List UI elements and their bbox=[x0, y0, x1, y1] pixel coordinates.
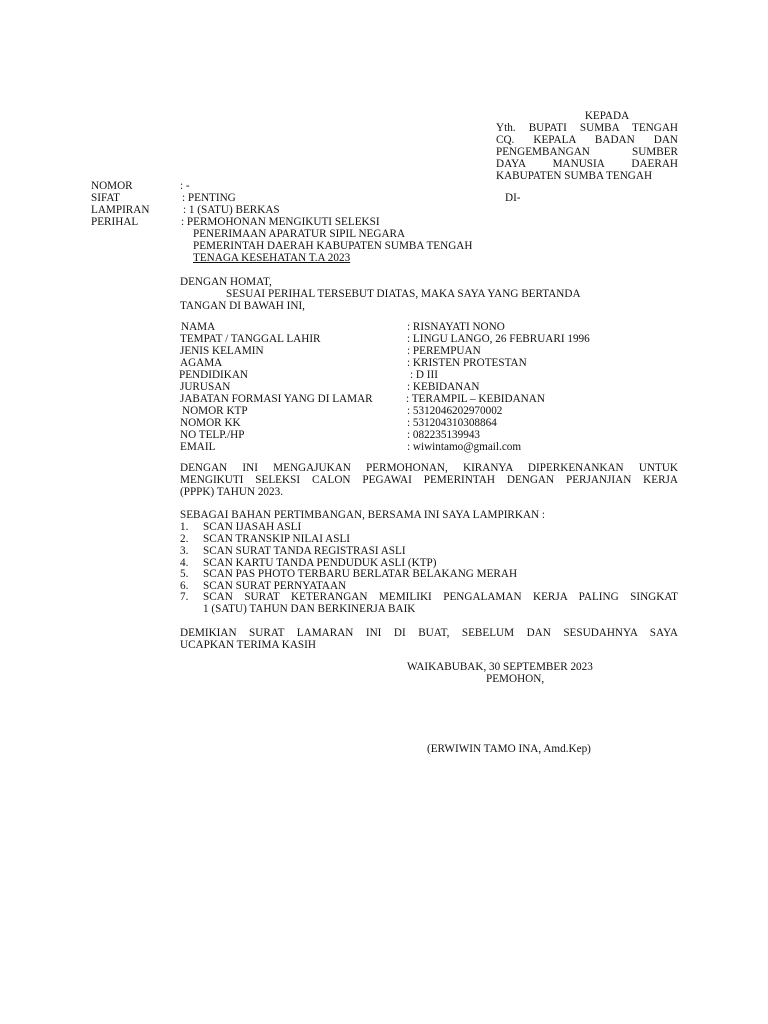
attachment-number: 3. bbox=[180, 545, 189, 557]
nomor-label: NOMOR bbox=[91, 180, 133, 192]
addressee-line: DAYA MANUSIA DAERAH bbox=[496, 158, 678, 170]
lampiran-value: : 1 (SATU) BERKAS bbox=[183, 204, 280, 216]
perihal-line: PENERIMAAN APARATUR SIPIL NEGARA bbox=[193, 228, 406, 240]
closing-paragraph bbox=[180, 627, 678, 651]
attachment-item: SCAN PAS PHOTO TERBARU BERLATAR BELAKANG MERAH bbox=[203, 568, 518, 580]
identity-value: : D III bbox=[410, 369, 438, 381]
attachment-number: 5. bbox=[180, 568, 189, 580]
identity-label: EMAIL bbox=[180, 441, 216, 453]
attachment-item: SCAN KARTU TANDA PENDUDUK ASLI (KTP) bbox=[203, 557, 437, 569]
closing-line: UCAPKAN TERIMA KASIH bbox=[180, 639, 316, 651]
addressee-line: CQ. KEPALA BADAN DAN bbox=[496, 134, 678, 146]
identity-label: NAMA bbox=[181, 321, 216, 333]
identity-value: : PEREMPUAN bbox=[407, 345, 481, 357]
identity-value: : RISNAYATI NONO bbox=[407, 321, 505, 333]
signatory-name: (ERWIWIN TAMO INA, Amd.Kep) bbox=[427, 743, 591, 755]
application-line: MENGIKUTI SELEKSI CALON PEGAWAI PEMERINTAH DENGAN PERJANJIAN KERJA bbox=[180, 474, 678, 486]
attachment-number: 7. bbox=[180, 591, 189, 603]
identity-label: JENIS KELAMIN bbox=[180, 345, 264, 357]
identity-value: : LINGU LANGO, 26 FEBRUARI 1996 bbox=[407, 333, 590, 345]
identity-value: : 082235139943 bbox=[407, 429, 481, 441]
identity-value: : 5312046202970002 bbox=[407, 405, 503, 417]
addressee-line: KABUPATEN SUMBA TENGAH bbox=[496, 170, 653, 182]
intro-line: TANGAN DI BAWAH INI, bbox=[180, 300, 305, 312]
attachment-item-continued: 1 (SATU) TAHUN DAN BERKINERJA BAIK bbox=[203, 603, 416, 615]
application-line: DENGAN INI MENGAJUKAN PERMOHONAN, KIRANYA DIPERKENANKAN UNTUK bbox=[180, 462, 678, 474]
attachment-item: SCAN IJASAH ASLI bbox=[203, 521, 302, 533]
lampiran-label: LAMPIRAN bbox=[91, 204, 150, 216]
application-line: (PPPK) TAHUN 2023. bbox=[180, 486, 284, 498]
application-paragraph bbox=[180, 462, 678, 498]
attachment-number: 2. bbox=[180, 533, 189, 545]
intro-line: SESUAI PERIHAL TERSEBUT DIATAS, MAKA SAYA YANG BERTANDA bbox=[226, 288, 581, 300]
attachment-item: SCAN TRANSKIP NILAI ASLI bbox=[203, 533, 351, 545]
addressee-line: PENGEMBANGAN SUMBER bbox=[496, 146, 678, 158]
di-label: DI- bbox=[505, 192, 521, 204]
identity-value: : KEBIDANAN bbox=[407, 381, 480, 393]
identity-label: NOMOR KTP bbox=[182, 405, 248, 417]
attachment-item-line: SCAN SURAT KETERANGAN MEMILIKI PENGALAMAN KERJA PALING SINGKAT bbox=[203, 591, 678, 603]
identity-label: NO TELP./HP bbox=[180, 429, 245, 441]
addressee-block bbox=[496, 110, 678, 182]
identity-value: : TERAMPIL – KEBIDANAN bbox=[406, 393, 545, 405]
kepada-label: KEPADA bbox=[584, 110, 630, 122]
attachment-number: 1. bbox=[180, 521, 189, 533]
attachment-item bbox=[203, 591, 678, 603]
sifat-label: SIFAT bbox=[91, 192, 121, 204]
greeting: DENGAN HOMAT, bbox=[180, 276, 272, 288]
attachment-item: SCAN SURAT PERNYATAAN bbox=[203, 580, 347, 592]
closing-line: DEMIKIAN SURAT LAMARAN INI DI BUAT, SEBELUM DAN SESUDAHNYA SAYA bbox=[180, 627, 678, 639]
identity-value: : 531204310308864 bbox=[407, 417, 497, 429]
identity-label: NOMOR KK bbox=[180, 417, 241, 429]
identity-label: AGAMA bbox=[180, 357, 223, 369]
pemohon-label: PEMOHON, bbox=[486, 673, 545, 685]
identity-value: : wiwintamo@gmail.com bbox=[407, 441, 522, 453]
identity-label: JURUSAN bbox=[180, 381, 231, 393]
attachment-item: SCAN SURAT TANDA REGISTRASI ASLI bbox=[203, 545, 406, 557]
perihal-underlined: TENAGA KESEHATAN T.A 2023 bbox=[193, 252, 351, 264]
attachment-number: 4. bbox=[180, 557, 189, 569]
place-date: WAIKABUBAK, 30 SEPTEMBER 2023 bbox=[407, 661, 593, 673]
perihal-label: PERIHAL bbox=[91, 216, 139, 228]
identity-label: TEMPAT / TANGGAL LAHIR bbox=[180, 333, 321, 345]
identity-label: PENDIDIKAN bbox=[179, 369, 248, 381]
perihal-value: : PERMOHONAN MENGIKUTI SELEKSI bbox=[181, 216, 380, 228]
attachments-intro: SEBAGAI BAHAN PERTIMBANGAN, BERSAMA INI SAYA LAMPIRKAN : bbox=[180, 509, 546, 521]
perihal-line: PEMERINTAH DAERAH KABUPATEN SUMBA TENGAH bbox=[193, 240, 473, 252]
nomor-value: : - bbox=[180, 180, 190, 192]
attachment-number: 6. bbox=[180, 580, 189, 592]
addressee-line: Yth. BUPATI SUMBA TENGAH bbox=[496, 122, 678, 134]
sifat-value: : PENTING bbox=[182, 192, 236, 204]
identity-value: : KRISTEN PROTESTAN bbox=[407, 357, 527, 369]
identity-label: JABATAN FORMASI YANG DI LAMAR bbox=[180, 393, 373, 405]
